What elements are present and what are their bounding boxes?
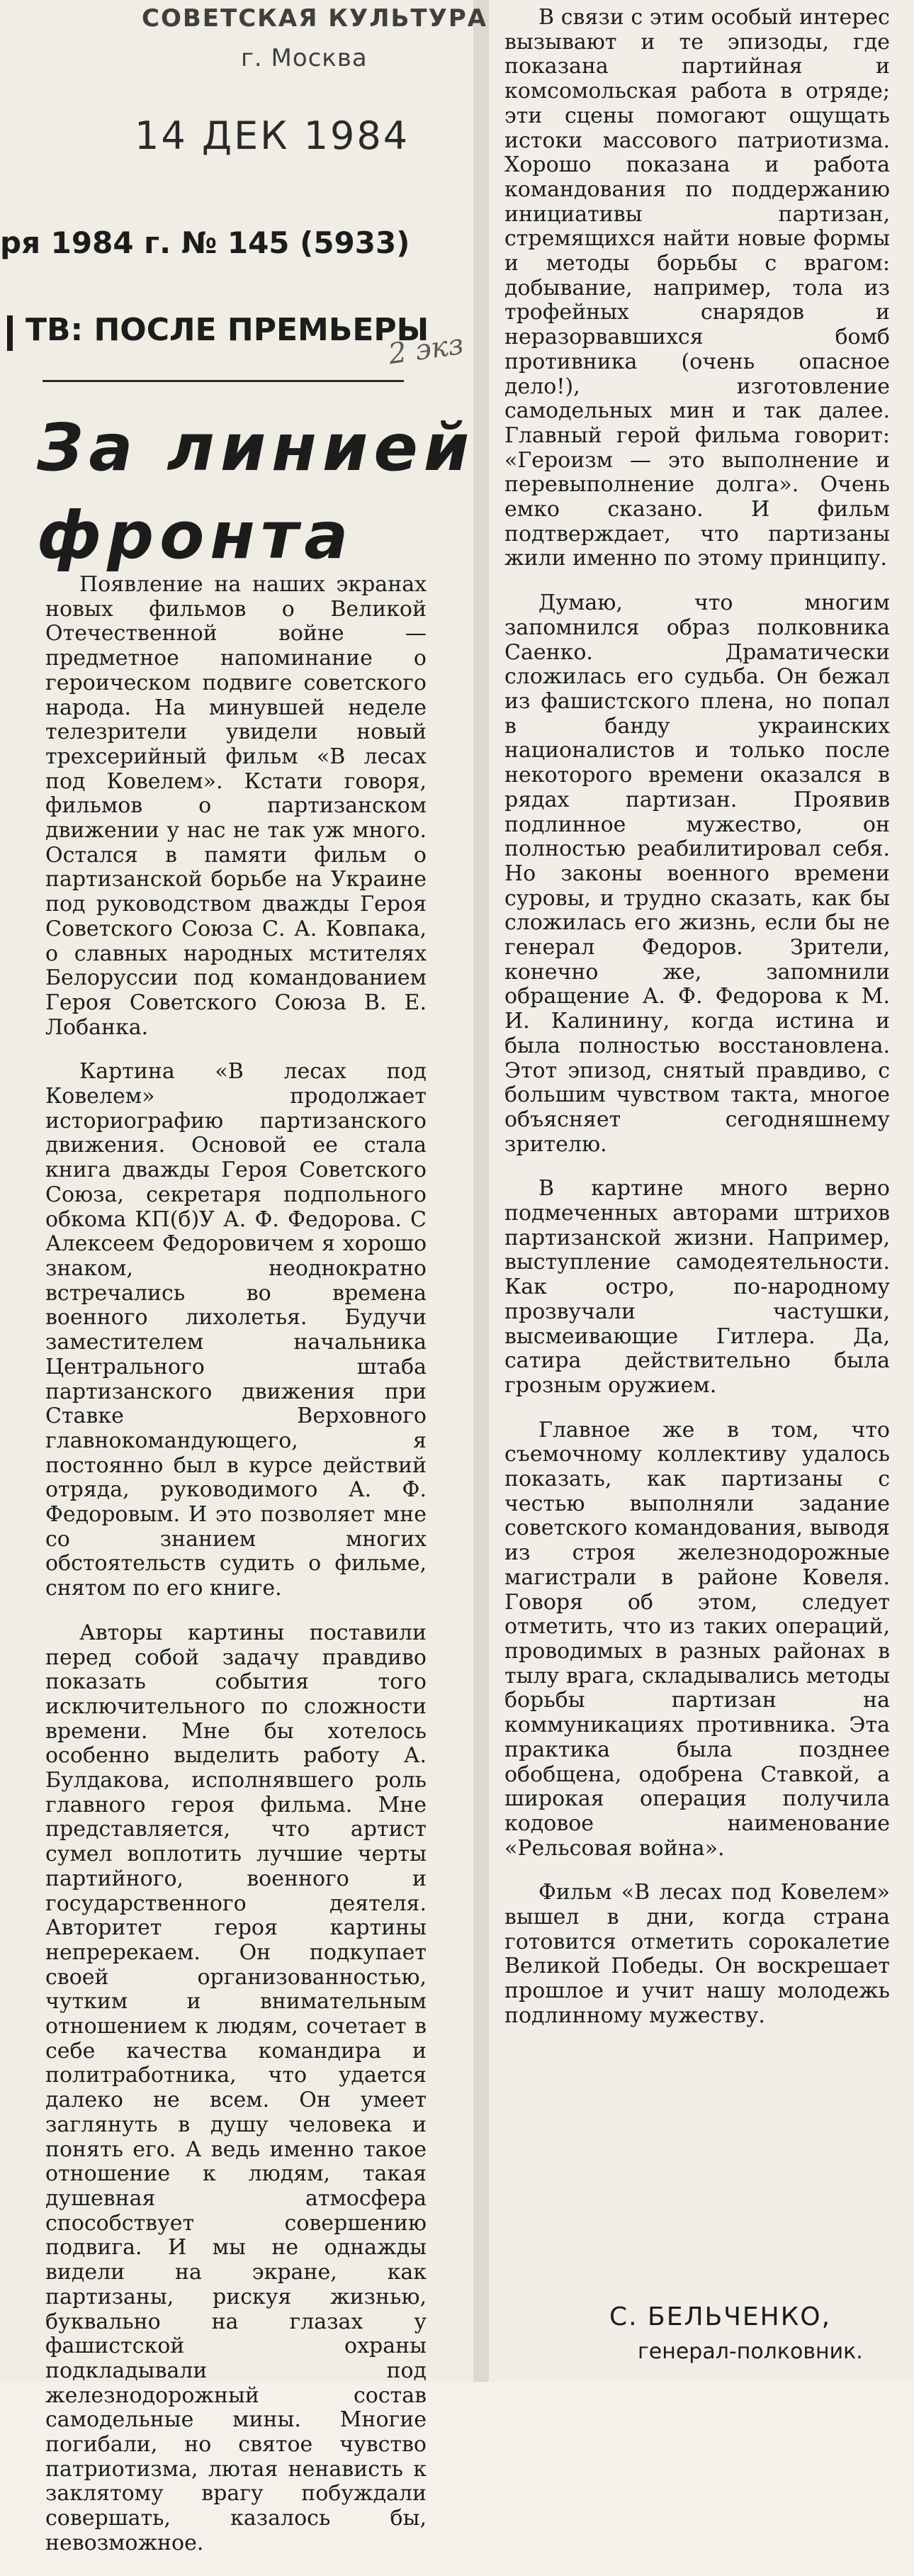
article-paragraph-8: Фильм «В лесах под Ковелем» вышел в дни, когда страна готовится отметить сорокалетие Великой Победы. Он воскрешает прошлое и учит нашу молодежь подлинному мужеству.: [504, 1880, 890, 2028]
issue-line: ря 1984 г. № 145 (5933): [0, 225, 410, 260]
article-paragraph-1: Появление на наших экранах новых фильмов о Великой Отечественной войне — предметное напоминание о героическом подвиге советского народа. На минувшей неделе телезрители увидели новый трехсерийный фильм «В лесах под Ковелем». Кстати говоря, фильмов о партизанском движении у нас не так уж много. Остался в памяти фильм о партизанской борьбе на Украине под руководством дважды Героя Советского Союза С. А. Ковпака, о славных народных мстителях Белоруссии под командованием Героя Советского Союза В. Е. Лобанка.: [45, 572, 427, 1040]
article-paragraph-3: Авторы картины поставили перед собой задачу правдиво показать события того исключительного по сложности времени. Мне бы хотелось особенно выделить работу А. Булдакова, исполнявшего роль главного героя фильма. Мне представляется, что артист сумел воплотить лучшие черты партийного, военного и государственного деятеля. Авторитет героя картины непререкаем. Он подкупает своей организованностью, чутким и внимательным отношением к людям, сочетает в себе качества командира и политработника, что удается далеко не всем. Он умеет заглянуть в душу человека и понять его. А ведь именно такое отношение к людям, такая душевная атмосфера способствует совершению подвига. И мы не однажды видели на экране, как партизаны, рискуя жизнью, буквально на глазах у фашистской охраны подкладывали под железнодорожный состав самодельные мины. Многие погибали, но святое чувство патриотизма, лютая ненависть к заклятому врагу побуждали совершать, казалось бы, невозможное.: [45, 1620, 427, 2555]
city-stamp: г. Москва: [241, 44, 368, 72]
article-paragraph-6: В картине много верно подмеченных авторами штрихов партизанской жизни. Например, выступление самодеятельности. Как остро, по-народному прозвучали частушки, высмеивающие Гитлера. Да, сатира действительно была грозным оружием.: [504, 1176, 890, 1398]
rubric-marker: [7, 315, 13, 351]
rubric-rule: [43, 380, 404, 382]
author-signature: С. БЕЛЬЧЕНКО,: [609, 2302, 832, 2331]
article-column-right: [504, 6, 890, 2049]
rubric: [26, 312, 429, 348]
handwritten-note: 2 экз: [386, 327, 466, 371]
headline-line-1: За линией: [37, 410, 475, 486]
article-paragraph-5: Думаю, что многим запомнился образ полковника Саенко. Драматически сложилась его судьба. Он бежал из фашистского плена, но попал в банду украинских националистов и только после некоторого времени оказался в рядах партизан. Проявив подлинное мужество, он полностью реабилитировал себя. Но законы военного времени суровы, и трудно сказать, как бы сложилась его жизнь, если бы не генерал Федоров. Зрители, конечно же, запомнили обращение А. Ф. Федорова к М. И. Калинину, когда истина и была полностью восстановлена. Этот эпизод, снятый правдиво, с большим чувством такта, многое объясняет сегодняшнему зрителю.: [504, 590, 890, 1157]
headline: [37, 404, 475, 580]
author-rank: генерал-полковник.: [638, 2339, 863, 2364]
article-paragraph-7: Главное же в том, что съемочному коллективу удалось показать, как партизаны с честью выполняли задание советского командования, выводя из строя железнодорожные магистрали в районе Ковеля. Говоря об этом, следует отметить, что из таких операций, проводимых в разных районах в тылу врага, складывались методы борьбы партизан на коммуникациях противника. Эта практика была позднее обобщена, одобрена Ставкой, а широкая операция получила кодовое наименование «Рельсовая война».: [504, 1417, 890, 1861]
date-stamp: 14 ДЕК 1984: [135, 113, 410, 158]
headline-line-2: фронта: [37, 498, 354, 573]
article-paragraph-4: В связи с этим особый интерес вызывают и те эпизоды, где показана партийная и комсомольская работа в отряде; эти сцены помогают ощущать истоки массового патриотизма. Хорошо показана и работа командования по поддержанию инициативы партизан, стремящихся найти новые формы и методы борьбы с врагом: добывание, например, тола из трофейных снарядов и неразорвавшихся бомб противника (очень опасное дело!), изготовление самодельных мин и так далее. Главный герой фильма говорит: «Героизм — это выполнение и перевыполнение долга». Очень емко сказано. И фильм подтверждает, что партизаны жили именно по этому принципу.: [504, 5, 890, 571]
article-paragraph-2: Картина «В лесах под Ковелем» продолжает историографию партизанского движения. Основой ее стала книга дважды Героя Советского Союза, секретаря подпольного обкома КП(б)У А. Ф. Федорова. С Алексеем Федоровичем я хорошо знаком, неоднократно встречались во времена военного лихолетья. Будучи заместителем начальника Центрального штаба партизанского движения при Ставке Верховного главнокомандующего, я постоянно был в курсе действий отряда, руководимого А. Ф. Федоровым. И это позволяет мне со знанием многих обстоятельств судить о фильме, снятом по его книге.: [45, 1059, 427, 1601]
newspaper-stamp: СОВЕТСКАЯ КУЛЬТУРА: [142, 4, 488, 33]
rubric-text: ТВ: ПОСЛЕ ПРЕМЬЕРЫ: [26, 312, 429, 348]
article-column-left: [45, 573, 427, 2576]
clipping-gutter: [473, 0, 489, 2382]
